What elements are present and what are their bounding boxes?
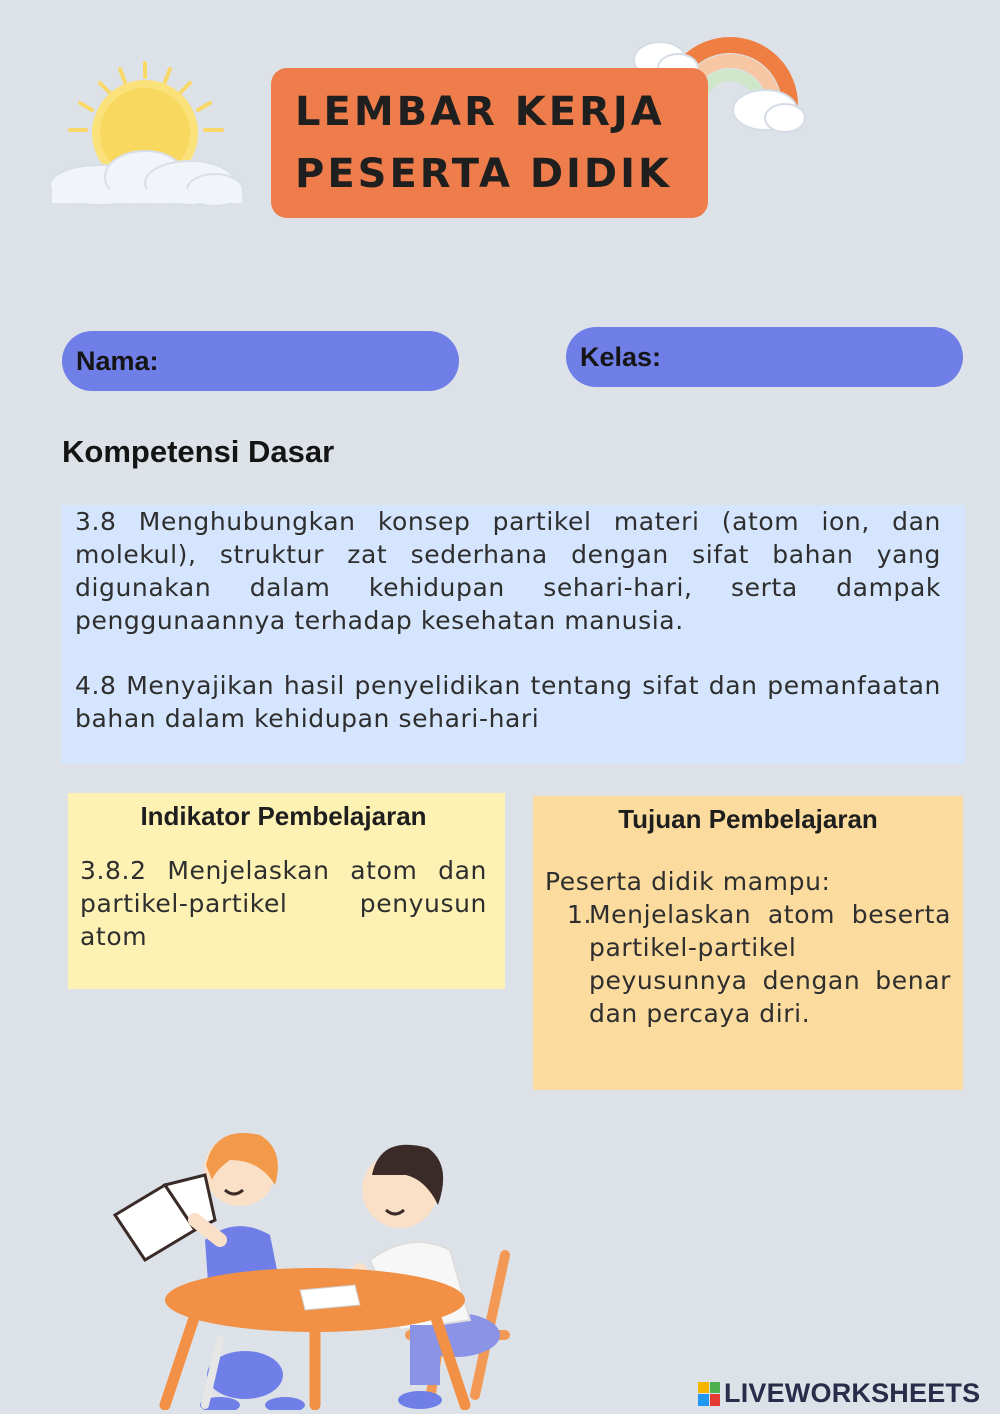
class-label: Kelas:: [580, 341, 662, 372]
tujuan-item: [567, 898, 951, 1030]
kd-3-8: 3.8 Menghubungkan konsep partikel materi (atom ion, dan molekul), struktur zat sederhana dengan sifat bahan yang digunakan dalam kehidupan sehari-hari, serta dampak penggunaannya terhadap kesehatan manusia.: [75, 507, 941, 635]
class-field[interactable]: [566, 327, 963, 387]
worksheet-title-banner: [271, 68, 708, 218]
tujuan-intro: Peserta didik mampu:: [545, 867, 831, 896]
name-field[interactable]: [62, 331, 459, 391]
indikator-text: 3.8.2 Menjelaskan atom dan partikel-partikel penyusun atom: [80, 856, 487, 951]
kids-studying-illustration: [110, 1120, 530, 1410]
kd-4-8: 4.8 Menyajikan hasil penyelidikan tentang sifat dan pemanfaatan bahan dalam kehidupan sehari-hari: [75, 671, 941, 733]
indikator-title: Indikator Pembelajaran: [140, 801, 427, 831]
sun-cloud-illustration: [40, 55, 250, 215]
name-label: Nama:: [76, 345, 159, 376]
watermark-text: LIVEWORKSHEETS: [724, 1378, 981, 1408]
liveworksheets-watermark: [698, 1378, 980, 1409]
kompetensi-box: [61, 505, 965, 764]
tujuan-box: [533, 796, 963, 1090]
kompetensi-heading: Kompetensi Dasar: [62, 434, 335, 469]
title-line-2: PESERTA DIDIK: [295, 151, 673, 197]
indikator-box: [68, 793, 505, 989]
title-line-1: LEMBAR KERJA: [295, 89, 665, 135]
tujuan-title: Tujuan Pembelajaran: [618, 804, 878, 834]
tujuan-item-number: 1.: [567, 900, 593, 929]
tujuan-item-text: Menjelaskan atom beserta partikel-partikel peyusunnya dengan benar dan percaya diri.: [589, 900, 951, 1028]
liveworksheets-logo-icon: [698, 1382, 720, 1406]
